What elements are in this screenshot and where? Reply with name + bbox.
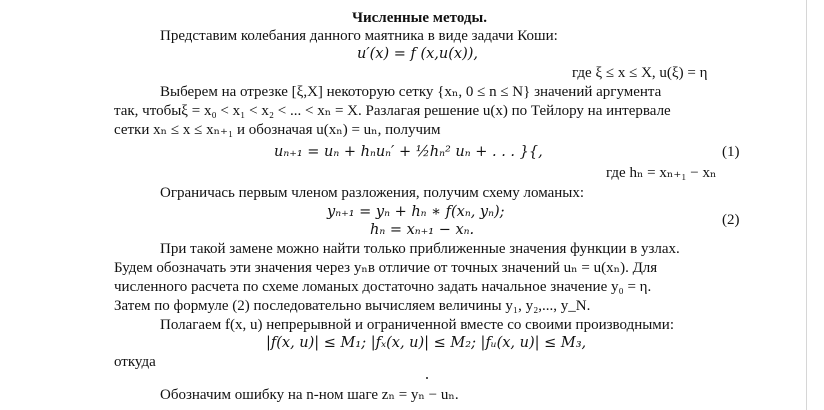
bounds-equation: |f(x, u)| ≤ M₁; |fₓ(x, u)| ≤ M₂; |fᵤ(x, u)| ≤ M₃, — [266, 335, 587, 351]
paragraph-line: Затем по формуле (2) последовательно вычисляем величины y₁, y₂,..., y_N. — [114, 298, 591, 314]
paragraph-line: так, чтобыξ = x₀ < x₁ < x₂ < ... < xₙ = X. Разлагая решение u(x) по Тейлору на интервале — [114, 103, 671, 119]
paragraph-line: сетки xₙ ≤ x ≤ xₙ₊₁ и обозначая u(xₙ) = uₙ, получим — [114, 122, 441, 138]
paragraph-line: При такой замене можно найти только приближенные значения функции в узлах. — [160, 241, 680, 257]
stray-dot — [426, 377, 428, 379]
paragraph-line: Представим колебания данного маятника в виде задачи Коши: — [160, 28, 558, 44]
paragraph-line: откуда — [114, 354, 156, 370]
euler-equation: yₙ₊₁ = yₙ + hₙ ∗ f(xₙ, yₙ); — [327, 204, 505, 220]
paragraph-line: Ограничась первым членом разложения, получим схему ломаных: — [160, 185, 585, 201]
equation-number: (2) — [722, 212, 740, 228]
step-definition: где hₙ = xₙ₊₁ − xₙ — [606, 165, 717, 181]
taylor-equation: uₙ₊₁ = uₙ + hₙuₙ′ + ½hₙ² uₙ + . . . }{, — [274, 144, 543, 160]
page-margin-rule — [806, 0, 807, 410]
section-title: Численные методы. — [352, 10, 487, 26]
equation-number: (1) — [722, 144, 740, 160]
paragraph-line: Обозначим ошибку на n-ном шаге zₙ = yₙ − uₙ. — [160, 387, 459, 403]
paragraph-line: Будем обозначать эти значения через yₙв отличие от точных значений uₙ = u(xₙ). Для — [114, 260, 658, 276]
cauchy-condition: где ξ ≤ x ≤ X, u(ξ) = η — [572, 65, 708, 81]
paragraph-line: численного расчета по схеме ломаных достаточно задать начальное значение y₀ = η. — [114, 279, 652, 295]
cauchy-equation: u′(x) = f (x,u(x)), — [357, 46, 479, 62]
step-equation: hₙ = xₙ₊₁ − xₙ. — [370, 222, 475, 238]
paragraph-line: Выберем на отрезке [ξ,X] некоторую сетку {xₙ, 0 ≤ n ≤ N} значений аргумента — [160, 84, 662, 100]
paragraph-line: Полагаем f(x, u) непрерывной и ограниченной вместе со своими производными: — [160, 317, 674, 333]
